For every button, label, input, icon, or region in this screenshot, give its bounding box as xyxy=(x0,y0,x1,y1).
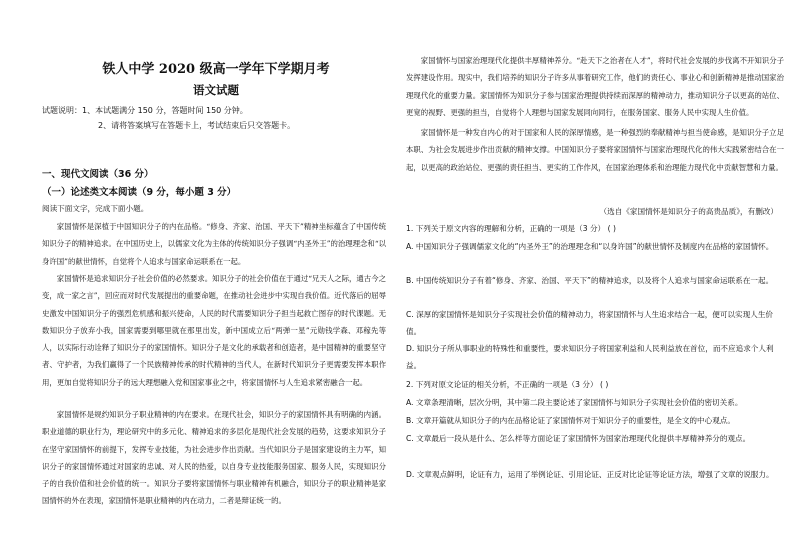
question-2-option-d: D. 文章观点鲜明，论证有力，运用了举例论证、引用论证、正反对比论证等论证方法，增强了文章的说服力。 xyxy=(406,470,774,479)
question-2-option-c: C. 文章最后一段从是什么、怎么样等方面论证了家国情怀为国家治理现代化提供丰厚精神养分的观点。 xyxy=(406,434,751,443)
passage-paragraph-5: 家国情怀是一种发自内心的对于国家和人民的深厚情感，是一种强烈的奉献精神与担当使命感，是知识分子立足本职、为社会发展进步作出贡献的精神支撑。中国知识分子要将家国情怀与国家治理现代化的伟大实践紧密结合在一起，以更高的政治站位、更强的责任担当、更实的工作作风，在国家治理体系和治理能力现代化中贡献智慧和力量。 xyxy=(406,128,784,172)
exam-notes xyxy=(42,103,295,133)
note-line-1: 试题说明：1、本试题满分 150 分，答题时间 150 分钟。 xyxy=(42,106,248,115)
question-2-option-b: B. 文章开篇就从知识分子的内在品格论证了家国情怀对于知识分子的重要性，是全文的中心观点。 xyxy=(406,416,735,425)
passage-paragraph-3: 家国情怀是规约知识分子职业精神的内在要求。在现代社会，知识分子的家国情怀具有明确的内涵。职业道德的职业行为，理论研究中的多元化、精神追求的多层化是现代社会发展的趋势，这要求知识分子在坚守家国情怀的前提下，发挥专业技能，为社会进步作出贡献。当代知识分子是国家建设的主力军，知识分子的家国情怀通过对国家的忠诚、对人民的热爱，以自身专业技能服务国家、服务人民，实现知识分子的自我价值和社会价值的统一。知识分子要将家国情怀与职业精神有机融合，知识分子的职业精神是家国情怀的外在表现，家国情怀是职业精神的内在动力，二者是辩证统一的。 xyxy=(42,410,386,506)
note-line-2: 2、请将答案填写在答题卡上，考试结束后只交答题卡。 xyxy=(98,121,296,130)
question-1-option-c: C. 深厚的家国情怀是知识分子实现社会价值的精神动力，将家国情怀与人生追求结合一起，便可以实现人生价值。 xyxy=(406,310,774,337)
instruction: 阅读下面文字，完成下面小题。 xyxy=(42,204,149,213)
passage-paragraph-4: 家国情怀与国家治理现代化提供丰厚精神养分。“赴天下之治者在人才”，将时代社会发展的步伐离不开知识分子发挥建设作用。现实中，我们培养的知识分子许多从事着研究工作，他们的责任心、事业心和创新精神是推动国家治理现代化的重要力量。家国情怀为知识分子参与国家治理提供持续而深厚的精神动力，推动知识分子以更高的站位、更宽的视野、更强的担当，自觉将个人理想与国家发展同向同行，在服务国家、服务人民中实现人生价值。 xyxy=(406,56,784,117)
exam-subtitle: 语文试题 xyxy=(193,83,239,97)
question-1: 1. 下列关于原文内容的理解和分析，正确的一项是（3 分） ( ) xyxy=(406,224,616,233)
subsection-heading: （一）论述类文本阅读（9 分，每小题 3 分） xyxy=(42,187,237,198)
passage-paragraph-2: 家国情怀是追求知识分子社会价值的必然要求。知识分子的社会价值在于通过“兄天人之际，通古今之变，成一家之言”，回应而对时代发展提出的重要命题，在推动社会进步中实现自我价值。近代落后的屈辱史激发中国知识分子的强烈危机感和振兴使命，人民的时代需要知识分子担当起救亡图存的时代课题。无数知识分子放弃小我，国家需要到哪里就在那里出发，新中国成立后“两弹一星”元勋钱学森、邓稼先等人，以实际行动诠释了知识分子的家国情怀。知识分子是文化的承载者和创造者，是中国精神的重要坚守者、守护者，为我们赢得了一个民族精神传承的时代精神的当代人，在新时代知识分子更需要发挥本职作用，更加自觉将知识分子的远大理想融入党和国家事业之中，将家国情怀与人生追求紧密融合一起。 xyxy=(42,274,386,387)
question-1-option-b: B. 中国传统知识分子有着“修身、齐家、治国、平天下”的精神追求，以及将个人追求与国家命运联系在一起。 xyxy=(406,276,774,285)
exam-title: 铁人中学 2020 级高一学年下学期月考 xyxy=(102,62,330,77)
question-2: 2. 下列对原文论证的相关分析，不正确的一项是（3 分） ( ) xyxy=(406,380,609,389)
question-2-option-a: A. 文章条理清晰，层次分明，其中第二段主要论述了家国情怀与知识分子实现社会价值的密切关系。 xyxy=(406,398,743,407)
question-1-option-d: D. 知识分子所从事职业的特殊性和重要性，要求知识分子将国家利益和人民利益放在首位，而不应追求个人利益。 xyxy=(406,344,774,371)
question-1-option-a: A. 中国知识分子强调儒家文化的“内圣外王”的治理理念和“以身许国”的献世情怀及制度内在品格的家国情怀。 xyxy=(406,242,774,251)
passage-source: （选自《家国情怀是知识分子的高贵品质》，有删改） xyxy=(599,207,778,216)
section-heading: 一、现代文阅读（36 分） xyxy=(42,169,154,180)
passage-paragraph-1: 家国情怀是深植于中国知识分子的内在品格。“修身、齐家、治国、平天下”精神坐标蕴含了中国传统知识分子的精神追求。在中国历史上，以儒家文化为主体的传统知识分子强调“内圣外王”的治理理念和“以身许国”的献世情怀，自觉将个人追求与国家命运联系在一起。 xyxy=(42,222,386,266)
